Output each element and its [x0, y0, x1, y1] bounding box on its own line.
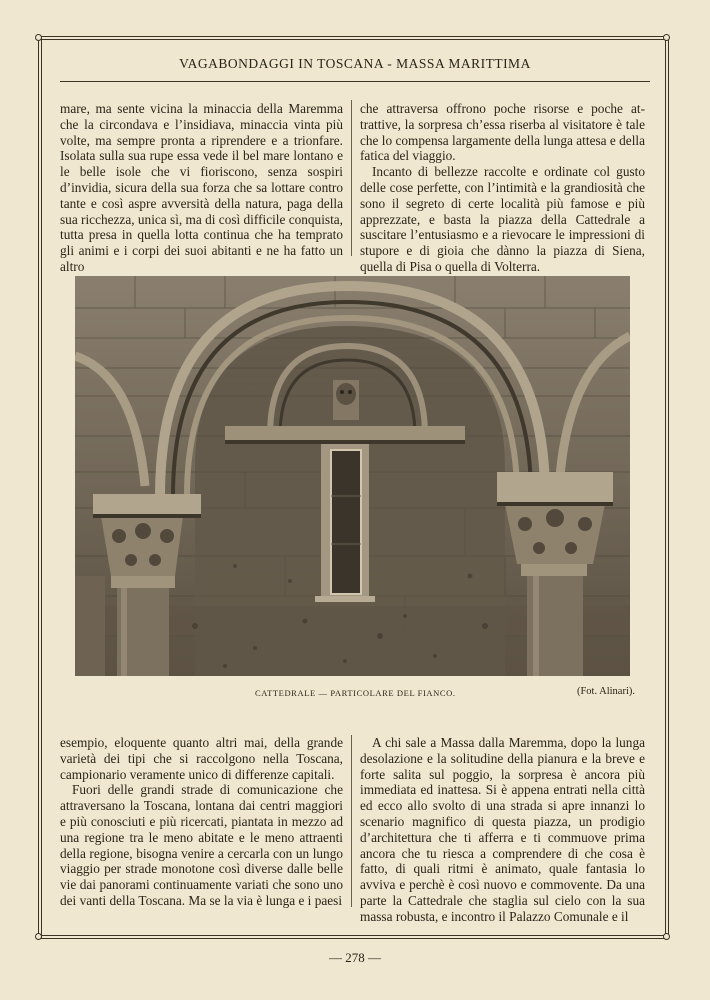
frame-corner-ornament [663, 933, 670, 940]
frame-left-rule [38, 38, 39, 938]
frame-right-rule [665, 38, 666, 938]
frame-top-rule [40, 36, 668, 37]
frame-bottom-rule-inner [40, 938, 668, 939]
cathedral-photograph [75, 276, 630, 676]
bottom-left-column [60, 735, 343, 909]
top-right-column [360, 101, 645, 275]
top-left-column [60, 101, 343, 275]
page-number: — 278 — [329, 950, 381, 965]
frame-left-rule-inner [41, 38, 42, 938]
column-divider [351, 735, 352, 907]
frame-right-rule-inner [668, 38, 669, 938]
bottom-right-column [360, 735, 645, 925]
frame-corner-ornament [35, 34, 42, 41]
paragraph: esempio, eloquente quanto altri mai, della grande varietà dei tipi che si raccolgono nella Toscana, campionario veramente unico di differenze capitali. [60, 735, 343, 782]
frame-top-rule-inner [40, 39, 668, 40]
paragraph: A chi sale a Massa dalla Maremma, dopo la lunga desolazione e la solitudine della pianura e la breve e forte salita sul poggio, la sorpresa è ancora più immediata ed inattesa. Si è appena entrati nella città ed ecco allo svolto di una strada si apre innanzi lo scenario magnifico di questa piazza, un prodigio d’architettura che ti afferra e ti commuove prima ancora che tu riesca a comprendere di che cosa è fatto, di quali ritmi è animato, quale fantasia lo avviva e perchè è così nuovo e commovente. Da una parte la Cattedrale che staglia sul cielo con la sua massa robusta, e incontro il Palazzo Comunale e il [360, 735, 645, 924]
header-rule [60, 81, 650, 82]
paragraph: mare, ma sente vicina la minaccia della Maremma che la circondava e l’insidiava, minaccia vinta più volte, ma sempre pronta a riprendere e a trionfare. Isolata sulla sua rupe essa vede il bel mare lontano e le belle isole che vi fioriscono, senza sospiri d’invidia, sicura della sua forza che sa lottare contro tante e così aspre avversità della natura, paga della sua ricchezza, unica sì, ma di così difficile conquista, tutta presa in quella lotta continua che ha temprato gli animi e i corpi dei suoi abitanti e ne ha fatto un altro [60, 101, 343, 274]
frame-bottom-rule [40, 935, 668, 936]
column-divider [351, 100, 352, 256]
paragraph: Fuori delle grandi strade di comunicazione che attraversano la Toscana, lontana dai centri maggiori e più conosciuti e più ricercati, piantata in mezzo ad una regione tra le meno abitate e le meno attraenti della regione, bisogna venire a cercarla con un lungo viaggio per strade monotone così diverse dalle belle vie dai panorami continuamente variati che sono uno dei vanti della Toscana. Ma se la via è lunga e i paesi [60, 782, 343, 908]
running-header: VAGABONDAGGI IN TOSCANA - MASSA MARITTIMA [179, 56, 531, 71]
photo-credit: (Fot. Alinari). [576, 686, 635, 697]
frame-corner-ornament [663, 34, 670, 41]
photo-caption: CATTEDRALE — PARTICOLARE DEL FIANCO. [255, 688, 456, 698]
paragraph: Incanto di bellezze raccolte e ordinate col gusto delle cose perfette, con l’intimità e la grandiosità che sono il segreto di certe località più famose e più apprezzate, e basta la piazza della Cattedrale a suscitare l’entusiasmo e a rievocare le impressioni di stupore e di gioia che dànno la piazza di Siena, quella di Pisa o quella di Volterra. [360, 164, 645, 274]
frame-corner-ornament [35, 933, 42, 940]
paragraph: che attraversa offrono poche risorse e poche attrattive, la sorpresa ch’essa riserba al visitatore è tale che lo compensa largamente della lunga attesa e della fatica del viaggio. [360, 101, 645, 164]
